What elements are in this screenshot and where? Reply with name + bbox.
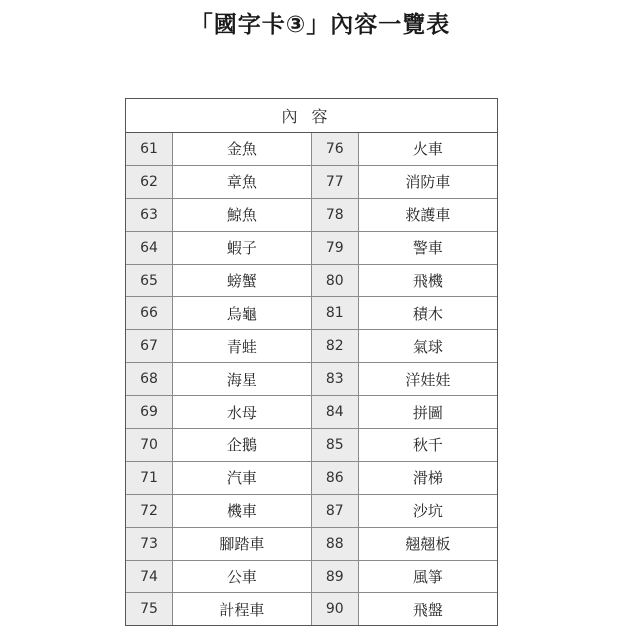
left-item-cell: 企鵝 [173,429,312,462]
left-item-cell: 機車 [173,494,312,527]
table-row [126,133,497,165]
left-item-cell: 腳踏車 [173,527,312,560]
table-row [126,330,497,363]
table-row [126,363,497,396]
table-row [126,165,497,198]
right-number-cell: 84 [311,396,358,429]
right-number-cell: 83 [311,363,358,396]
left-number-cell: 63 [126,198,173,231]
right-item-cell: 火車 [358,133,497,165]
left-number-cell: 70 [126,429,173,462]
right-item-cell: 秋千 [358,429,497,462]
left-item-cell: 章魚 [173,165,312,198]
right-item-cell: 飛盤 [358,593,497,625]
page-title: 「國字卡③」內容一覽表 [189,12,451,38]
right-item-cell: 救護車 [358,198,497,231]
table-row [126,527,497,560]
left-item-cell: 烏龜 [173,297,312,330]
right-number-cell: 82 [311,330,358,363]
left-number-cell: 68 [126,363,173,396]
left-item-cell: 公車 [173,560,312,593]
table-row [126,231,497,264]
left-number-cell: 62 [126,165,173,198]
left-number-cell: 75 [126,593,173,625]
table-row [126,297,497,330]
right-number-cell: 85 [311,429,358,462]
right-number-cell: 88 [311,527,358,560]
right-number-cell: 86 [311,461,358,494]
left-item-cell: 海星 [173,363,312,396]
table-row [126,593,497,625]
table-row [126,198,497,231]
right-item-cell: 飛機 [358,264,497,297]
right-item-cell: 翹翹板 [358,527,497,560]
left-number-cell: 66 [126,297,173,330]
right-item-cell: 滑梯 [358,461,497,494]
table-row [126,429,497,462]
right-item-cell: 風箏 [358,560,497,593]
right-number-cell: 87 [311,494,358,527]
left-number-cell: 74 [126,560,173,593]
left-number-cell: 71 [126,461,173,494]
right-item-cell: 洋娃娃 [358,363,497,396]
right-number-cell: 89 [311,560,358,593]
content-table [125,98,498,626]
right-number-cell: 77 [311,165,358,198]
left-item-cell: 計程車 [173,593,312,625]
table-row [126,461,497,494]
left-item-cell: 汽車 [173,461,312,494]
right-number-cell: 79 [311,231,358,264]
left-number-cell: 64 [126,231,173,264]
right-item-cell: 積木 [358,297,497,330]
left-number-cell: 65 [126,264,173,297]
content-grid [126,133,497,625]
left-item-cell: 蝦子 [173,231,312,264]
left-number-cell: 67 [126,330,173,363]
left-item-cell: 水母 [173,396,312,429]
right-item-cell: 氣球 [358,330,497,363]
table-row [126,494,497,527]
right-item-cell: 警車 [358,231,497,264]
left-number-cell: 61 [126,133,173,165]
right-number-cell: 76 [311,133,358,165]
right-number-cell: 90 [311,593,358,625]
table-row [126,264,497,297]
left-number-cell: 72 [126,494,173,527]
left-item-cell: 青蛙 [173,330,312,363]
left-item-cell: 鯨魚 [173,198,312,231]
left-number-cell: 69 [126,396,173,429]
right-number-cell: 78 [311,198,358,231]
table-row [126,396,497,429]
left-item-cell: 螃蟹 [173,264,312,297]
table-row [126,560,497,593]
right-number-cell: 81 [311,297,358,330]
right-item-cell: 消防車 [358,165,497,198]
right-item-cell: 拼圖 [358,396,497,429]
left-number-cell: 73 [126,527,173,560]
left-item-cell: 金魚 [173,133,312,165]
right-number-cell: 80 [311,264,358,297]
right-item-cell: 沙坑 [358,494,497,527]
table-header: 內容 [126,99,497,133]
